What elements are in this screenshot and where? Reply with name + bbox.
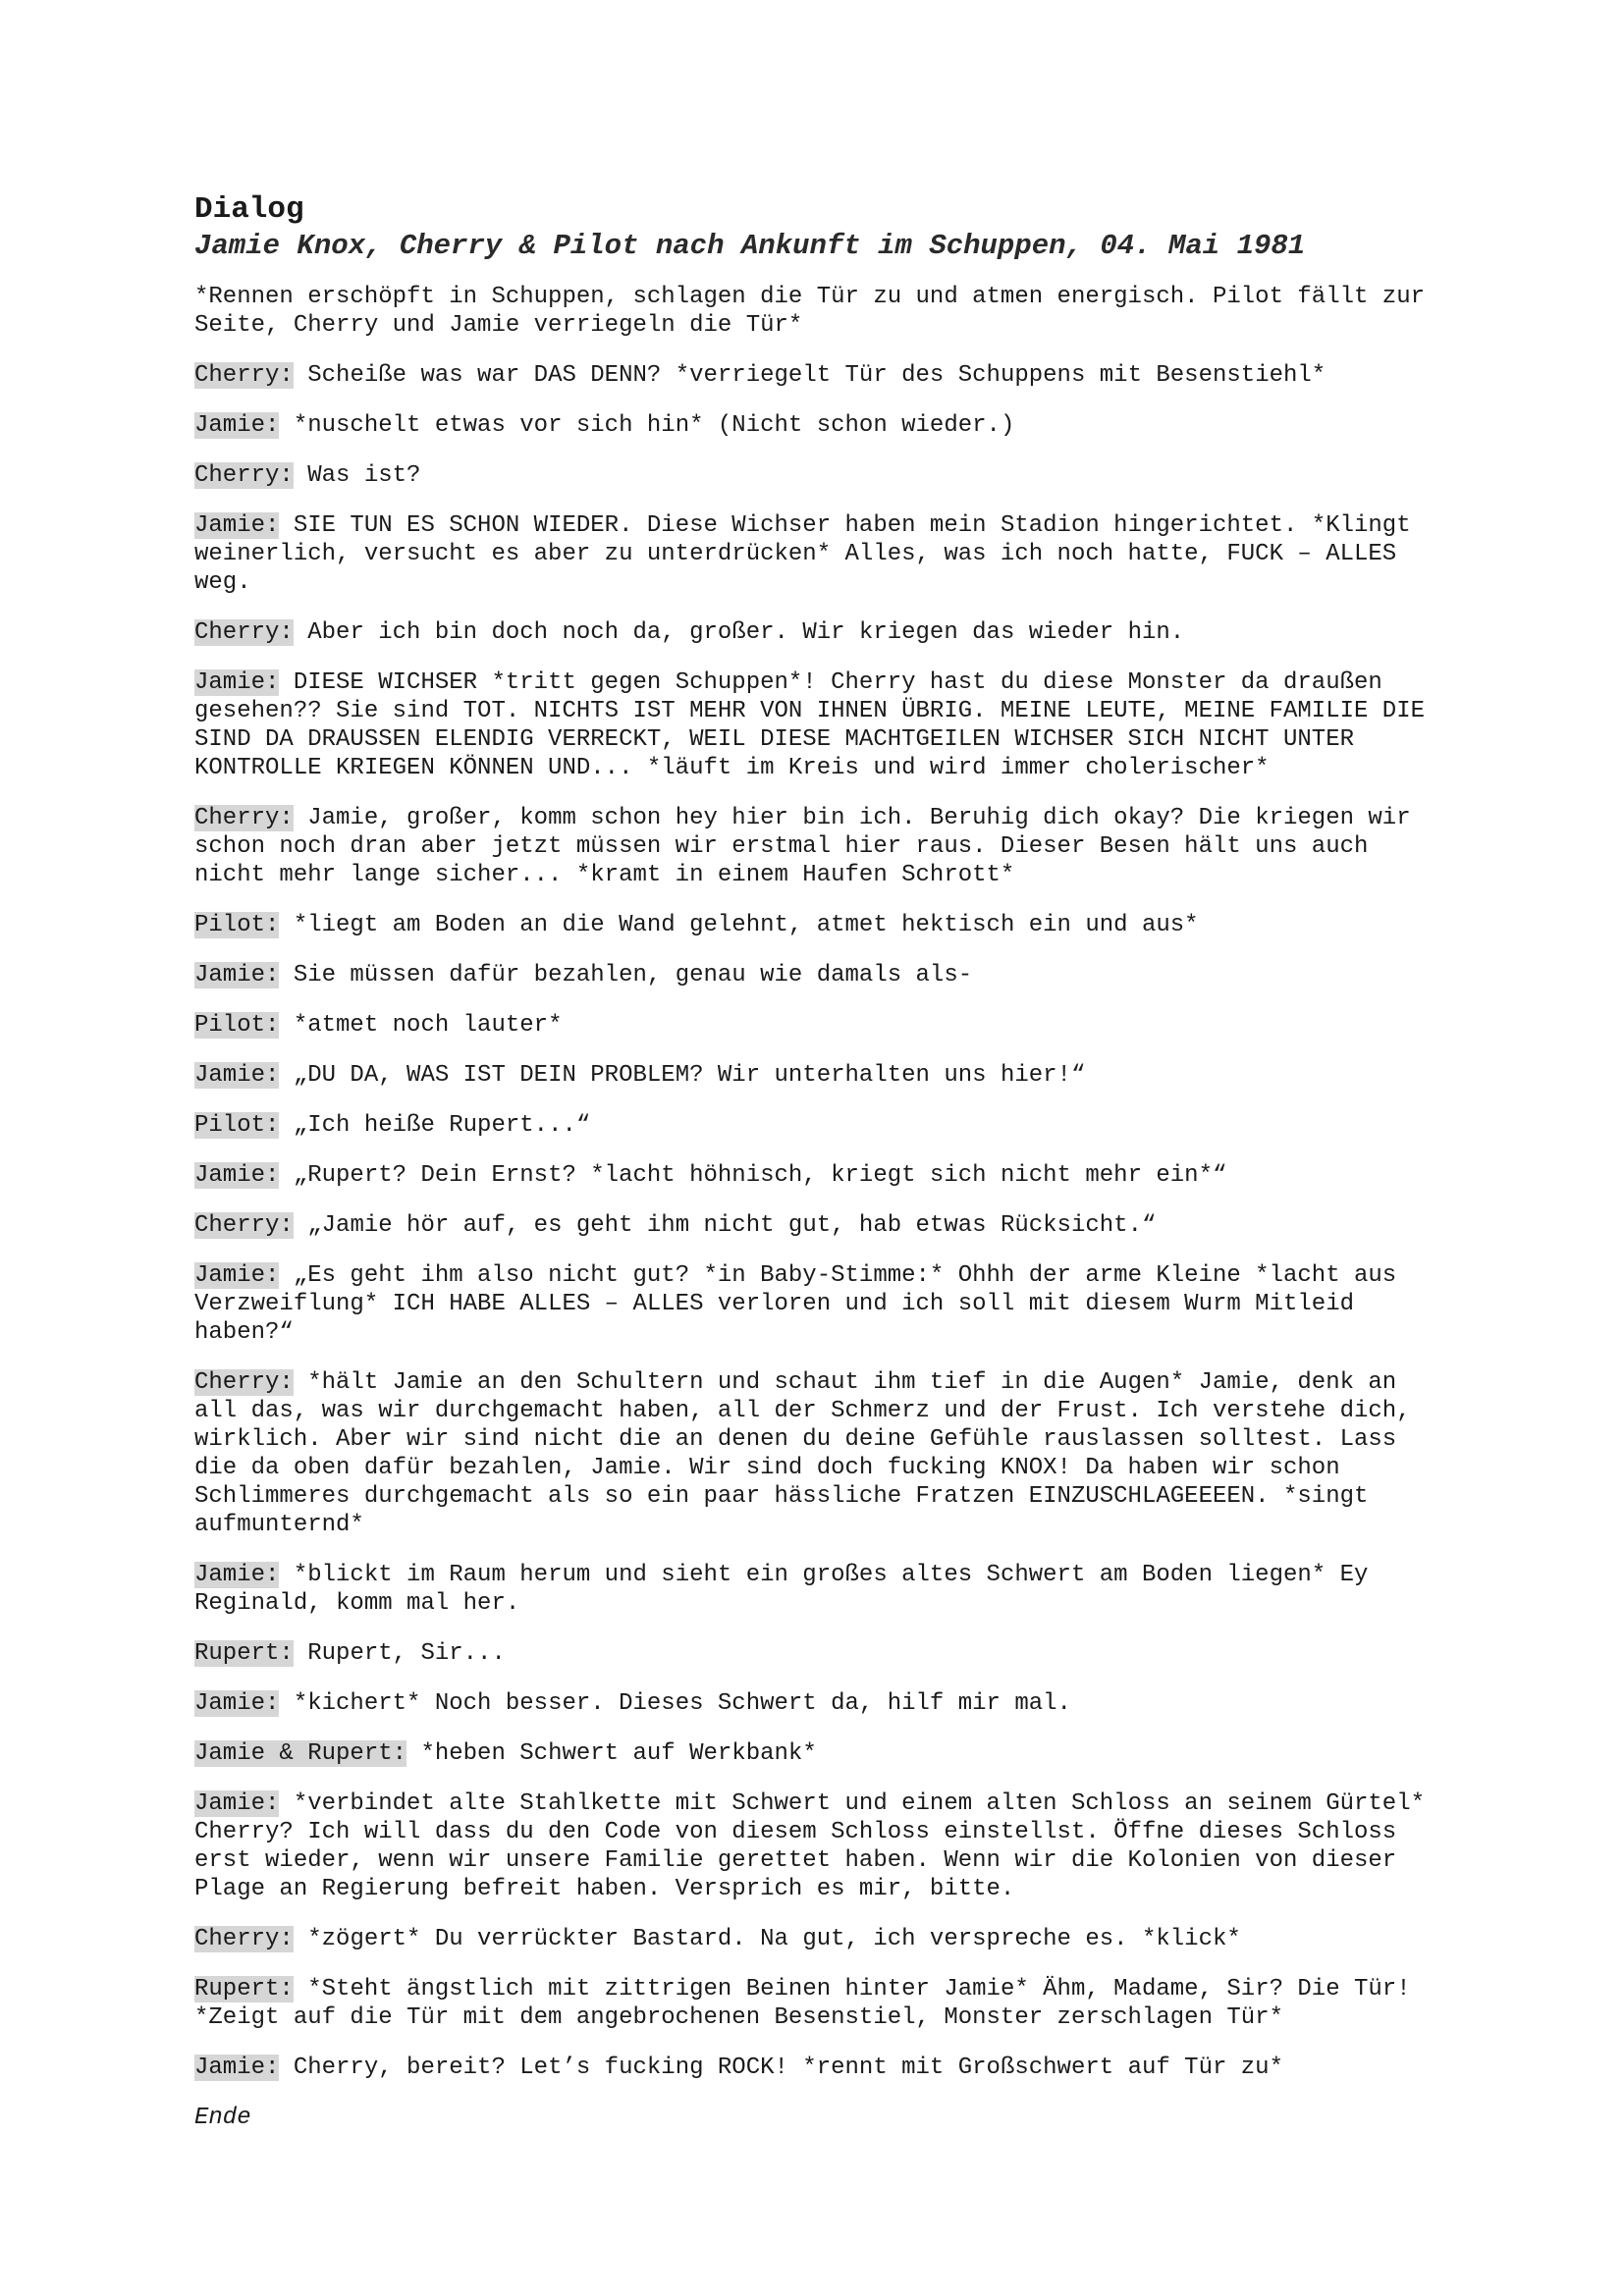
speaker-label: Cherry: [194,1212,294,1239]
dialog-line [194,618,1441,647]
dialog-text: Was ist? [293,462,421,489]
dialog-text: Cherry, bereit? Let’s fucking ROCK! *rennt mit Großschwert auf Tür zu* [279,2055,1283,2081]
dialog-line [194,668,1441,782]
document-title: Dialog [194,192,304,227]
dialog-text: „Es geht ihm also nicht gut? *in Baby-Stimme:* Ohhh der arme Kleine *lacht aus Verzweiflung* ICH HABE ALLES – ALLES verloren und ich soll mit diesem Wurm Mitleid haben?“ [194,1262,1397,1346]
speaker-label: Jamie: [194,1562,280,1588]
speaker-label: Cherry: [194,619,294,646]
dialog-line [194,511,1441,597]
dialog-text: *heben Schwert auf Werkbank* [406,1740,817,1767]
dialog-lines [194,361,1441,2082]
document-page [194,192,1441,2132]
speaker-label: Jamie: [194,962,280,988]
dialog-text: *liegt am Boden an die Wand gelehnt, atmet hektisch ein und aus* [279,912,1199,938]
dialog-line [194,1925,1441,1953]
speaker-label: Jamie: [194,1062,280,1089]
dialog-line [194,1161,1441,1190]
dialog-text: *blickt im Raum herum und sieht ein großes altes Schwert am Boden liegen* Ey Reginald, komm mal her. [194,1562,1369,1617]
dialog-line [194,804,1441,889]
dialog-text: *verbindet alte Stahlkette mit Schwert und einem alten Schloss an seinem Gürtel* Cherry? Ich will dass du den Code von diesem Schloss einstellst. Öffne dieses Schloss erst wieder, wenn wir unsere Familie gerettet haben. Wenn wir die Kolonien von dieser Plage an Regierung befreit haben. Versprich es mir, bitte. [194,1790,1426,1902]
dialog-line [194,361,1441,390]
speaker-label: Jamie & Rupert: [194,1740,407,1767]
dialog-text: *nuschelt etwas vor sich hin* (Nicht schon wieder.) [279,412,1015,439]
speaker-label: Cherry: [194,462,294,489]
speaker-label: Cherry: [194,362,294,389]
speaker-label: Jamie: [194,2055,280,2081]
dialog-line [194,961,1441,989]
speaker-label: Jamie: [194,512,280,539]
dialog-line [194,911,1441,939]
document-subtitle: Jamie Knox, Cherry & Pilot nach Ankunft im Schuppen, 04. Mai 1981 [194,230,1306,262]
dialog-line [194,461,1441,490]
dialog-line [194,1011,1441,1040]
dialog-line [194,411,1441,440]
dialog-text: SIE TUN ES SCHON WIEDER. Diese Wichser haben mein Stadion hingerichtet. *Klingt weinerlich, versucht es aber zu unterdrücken* Alles, was ich noch hatte, FUCK – ALLES weg. [194,512,1411,596]
dialog-text: „Ich heiße Rupert...“ [279,1112,591,1139]
speaker-label: Pilot: [194,1012,280,1039]
stage-direction-intro: *Rennen erschöpft in Schuppen, schlagen die Tür zu und atmen energisch. Pilot fällt zur Seite, Cherry und Jamie verriegeln die Tür* [194,284,1426,339]
dialog-line [194,1211,1441,1240]
dialog-line [194,1111,1441,1140]
dialog-line [194,1739,1441,1768]
speaker-label: Jamie: [194,1162,280,1189]
dialog-text: Scheiße was war DAS DENN? *verriegelt Tür des Schuppens mit Besenstiehl* [293,362,1326,389]
speaker-label: Cherry: [194,1926,294,1952]
dialog-text: Sie müssen dafür bezahlen, genau wie damals als- [279,962,973,988]
dialog-text: *kichert* Noch besser. Dieses Schwert da, hilf mir mal. [279,1690,1071,1717]
speaker-label: Jamie: [194,669,280,696]
dialog-text: Aber ich bin doch noch da, großer. Wir kriegen das wieder hin. [293,619,1185,646]
dialog-line [194,1975,1441,2032]
dialog-text: Rupert, Sir... [293,1640,506,1667]
dialog-line [194,1261,1441,1347]
speaker-label: Cherry: [194,1369,294,1396]
speaker-label: Cherry: [194,805,294,831]
dialog-text: Jamie, großer, komm schon hey hier bin ich. Beruhig dich okay? Die kriegen wir schon noch dran aber jetzt müssen wir erstmal hier raus. Dieser Besen hält uns auch nicht mehr lange sicher... *kramt in einem Haufen Schrott* [194,805,1411,888]
dialog-line [194,1789,1441,1903]
dialog-text: „Jamie hör auf, es geht ihm nicht gut, hab etwas Rücksicht.“ [293,1212,1157,1239]
dialog-text: *hält Jamie an den Schultern und schaut ihm tief in die Augen* Jamie, denk an all das, was wir durchgemacht haben, all der Schmerz und der Frust. Ich verstehe dich, wirklich. Aber wir sind nicht die an denen du deine Gefühle rauslassen solltest. Lass die da oben dafür bezahlen, Jamie. Wir sind doch fucking KNOX! Da haben wir schon Schlimmeres durchgemacht als so ein paar hässliche Fratzen EINZUSCHLAGEEEEN. *singt aufmunternd* [194,1369,1411,1538]
speaker-label: Jamie: [194,412,280,439]
dialog-line [194,1368,1441,1539]
dialog-text: *atmet noch lauter* [279,1012,563,1039]
dialog-line [194,1689,1441,1718]
dialog-text: *Steht ängstlich mit zittrigen Beinen hinter Jamie* Ähm, Madame, Sir? Die Tür! *Zeigt auf die Tür mit dem angebrochenen Besenstiel, Monster zerschlagen Tür* [194,1976,1411,2031]
ending-label: Ende [194,2105,251,2131]
dialog-text: „Rupert? Dein Ernst? *lacht höhnisch, kriegt sich nicht mehr ein*“ [279,1162,1227,1189]
speaker-label: Pilot: [194,912,280,938]
speaker-label: Pilot: [194,1112,280,1139]
speaker-label: Jamie: [194,1790,280,1817]
dialog-line [194,1061,1441,1090]
speaker-label: Rupert: [194,1976,294,2002]
dialog-line [194,1561,1441,1618]
dialog-line [194,1639,1441,1668]
speaker-label: Jamie: [194,1690,280,1717]
speaker-label: Rupert: [194,1640,294,1667]
speaker-label: Jamie: [194,1262,280,1289]
dialog-text: „DU DA, WAS IST DEIN PROBLEM? Wir unterhalten uns hier!“ [279,1062,1086,1089]
dialog-text: DIESE WICHSER *tritt gegen Schuppen*! Cherry hast du diese Monster da draußen gesehen?? Sie sind TOT. NICHTS IST MEHR VON IHNEN ÜBRIG. MEINE LEUTE, MEINE FAMILIE DIE SIND DA DRAUSSEN ELENDIG VERRECKT, WEIL DIESE MACHTGEILEN WICHSER SICH NICHT UNTER KONTROLLE KRIEGEN KÖNNEN UND... *läuft im Kreis und wird immer cholerischer* [194,669,1426,781]
dialog-line [194,2054,1441,2082]
dialog-text: *zögert* Du verrückter Bastard. Na gut, ich verspreche es. *klick* [293,1926,1241,1952]
